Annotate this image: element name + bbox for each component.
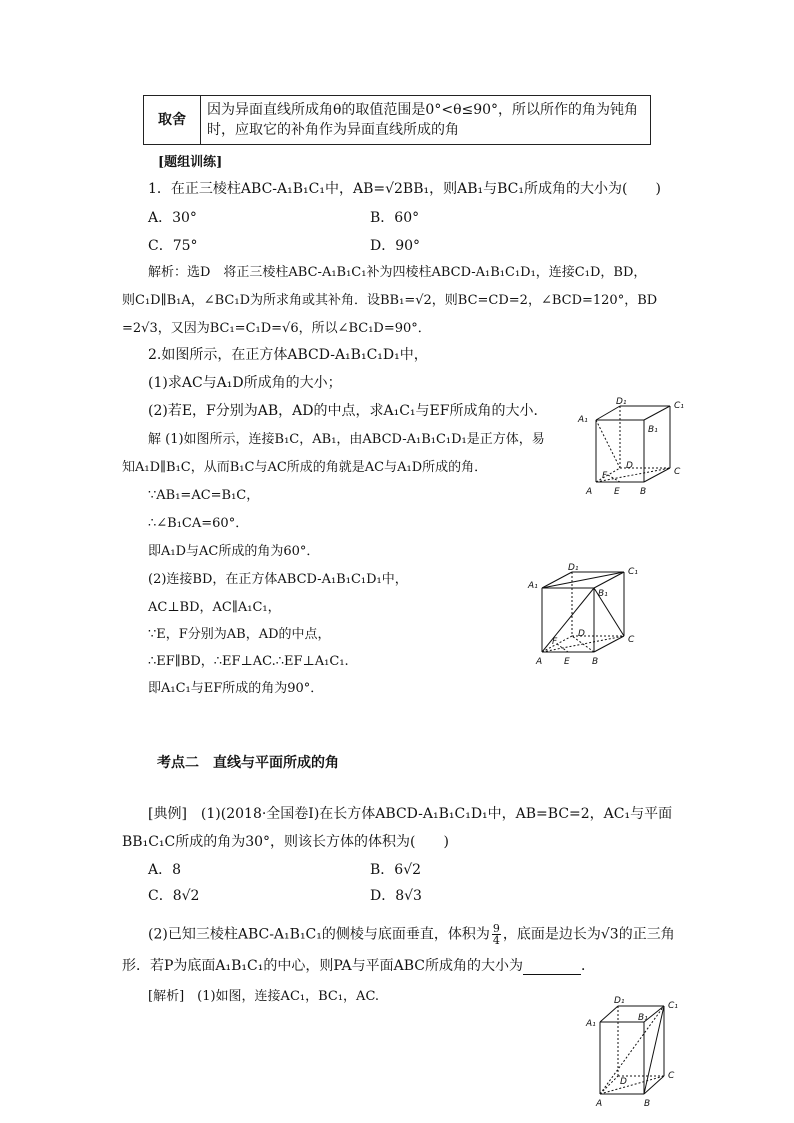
example-option-b: B．6√2 — [370, 862, 422, 878]
q1-stem: 1．在正三棱柱ABC-A₁B₁C₁中，AB=√2BB₁，则AB₁与BC₁所成角的大小为( ) — [148, 181, 661, 197]
fig1-label-d1: D₁ — [616, 397, 627, 407]
q1-solution-line-2: 则C₁D∥B₁A，∠BC₁D为所求角或其补角．设BB₁=√2，则BC=CD=2，∠BCD=120°，BD — [122, 293, 658, 308]
example-option-c: C．8√2 — [148, 888, 200, 904]
table-line-1: 因为异面直线所成角θ的取值范围是0°<θ≤90°，所以所作的角为钝角 — [207, 102, 639, 118]
fig3-label-a1: A₁ — [586, 1019, 596, 1029]
q1-option-c: C．75° — [148, 238, 198, 254]
fig1-label-c1: C₁ — [674, 401, 684, 411]
q1-solution-line-1: 解析：选D 将正三棱柱ABC-A₁B₁C₁补为四棱柱ABCD-A₁B₁C₁D₁，连接C₁D，BD， — [148, 265, 647, 280]
fig1-label-b1: B₁ — [648, 425, 658, 435]
q1-option-d: D．90° — [370, 238, 421, 254]
q2-solution-line-3: ∵AB₁=AC=B₁C， — [148, 488, 260, 503]
fig2-label-a: A — [536, 657, 543, 667]
fig2-label-c1: C₁ — [628, 567, 638, 577]
fig2-label-e: E — [564, 657, 570, 667]
example-option-a: A．8 — [148, 862, 182, 878]
fig3-label-b: B — [644, 1099, 651, 1109]
fig2-label-b1: B₁ — [598, 589, 608, 599]
q2-part-1: (1)求AC与A₁D所成角的大小； — [148, 375, 342, 391]
fig2-label-b: B — [592, 657, 599, 667]
fig1-label-a1: A₁ — [578, 415, 588, 425]
example-p2-line-2 — [122, 957, 595, 975]
cuboid-figure-3 — [584, 992, 694, 1112]
fig1-label-c: C — [674, 467, 681, 477]
fig3-label-d: D — [620, 1077, 627, 1087]
fig1-label-b: B — [640, 487, 647, 497]
q2-stem: 2.如图所示，在正方体ABCD-A₁B₁C₁D₁中， — [148, 347, 428, 363]
fig3-label-a: A — [596, 1099, 603, 1109]
fig2-label-f: F — [552, 637, 558, 647]
cube-figure-1 — [574, 394, 694, 504]
fig1-label-e: E — [614, 487, 620, 497]
example-p2-line-1-post: ，底面是边长为√3的正三角 — [502, 926, 675, 943]
q2-solution-line-6: (2)连接BD，在正方体ABCD-A₁B₁C₁D₁中， — [148, 572, 408, 587]
q2-solution-line-4: ∴∠B₁CA=60°． — [148, 516, 249, 531]
fig1-label-f: F — [602, 471, 608, 481]
fig2-label-d1: D₁ — [568, 563, 579, 573]
fig3-label-d1: D₁ — [614, 996, 625, 1006]
table-content-cell — [201, 96, 651, 145]
summary-table — [143, 95, 651, 145]
example-solution-line-1: [解析] (1)如图，连接AC₁，BC₁，AC. — [148, 989, 380, 1004]
q2-solution-line-8: ∵E，F分别为AB，AD的中点， — [148, 627, 331, 642]
fraction-denominator: 4 — [492, 934, 500, 947]
fraction-numerator: 9 — [492, 922, 500, 935]
fig3-label-c: C — [668, 1071, 675, 1081]
example-p2-line-1-pre: (2)已知三棱柱ABC-A₁B₁C₁的侧棱与底面垂直，体积为 — [148, 926, 490, 943]
volume-fraction — [492, 923, 501, 946]
example-line-1: [典例] (1)(2018·全国卷Ⅰ)在长方体ABCD-A₁B₁C₁D₁中，AB=BC=2，AC₁与平面 — [148, 806, 673, 822]
fig2-label-a1: A₁ — [528, 581, 538, 591]
fig3-label-b1: B₁ — [638, 1013, 648, 1023]
table-line-2: 时，应取它的补角作为异面直线所成的角 — [207, 122, 459, 138]
q1-option-a: A．30° — [148, 210, 197, 226]
example-p2-line-2-pre: 形．若P为底面A₁B₁C₁的中心，则PA与平面ABC所成角的大小为 — [122, 958, 523, 974]
example-line-2: BB₁C₁C所成的角为30°，则该长方体的体积为( ) — [122, 834, 449, 850]
fig3-label-c1: C₁ — [668, 1001, 678, 1011]
q1-solution-line-3: =2√3，又因为BC₁=C₁D=√6，所以∠BC₁D=90°． — [122, 321, 431, 336]
fig2-label-d: D — [578, 629, 585, 639]
table-head-cell: 取舍 — [144, 96, 201, 145]
cube-figure-2 — [526, 560, 646, 670]
example-option-d: D．8√3 — [370, 888, 422, 904]
q2-solution-line-2: 知A₁D∥B₁C，从而B₁C与AC所成的角就是AC与A₁D所成的角． — [122, 460, 488, 475]
example-p2-line-2-post: ． — [580, 958, 595, 974]
example-p2-line-1 — [148, 923, 675, 946]
fig1-label-a: A — [586, 487, 593, 497]
q2-part-2: (2)若E，F分别为AB，AD的中点，求A₁C₁与EF所成角的大小． — [148, 403, 548, 419]
section-2-title: 考点二 直线与平面所成的角 — [157, 755, 339, 771]
answer-blank — [523, 960, 581, 975]
q2-solution-line-7: AC⊥BD，AC∥A₁C₁， — [148, 600, 281, 615]
fig1-label-d: D — [626, 461, 633, 471]
q2-solution-line-9: ∴EF∥BD，∴EF⊥AC.∴EF⊥A₁C₁. — [148, 654, 349, 669]
q2-solution-line-5: 即A₁D与AC所成的角为60°． — [148, 544, 320, 559]
q2-solution-line-10: 即A₁C₁与EF所成的角为90°． — [148, 681, 324, 696]
q1-option-b: B．60° — [370, 210, 420, 226]
practice-label: [题组训练] — [158, 155, 223, 170]
q2-solution-line-1: 解 (1)如图所示，连接B₁C，AB₁，由ABCD-A₁B₁C₁D₁是正方体，易 — [148, 432, 545, 447]
fig2-label-c: C — [628, 635, 635, 645]
